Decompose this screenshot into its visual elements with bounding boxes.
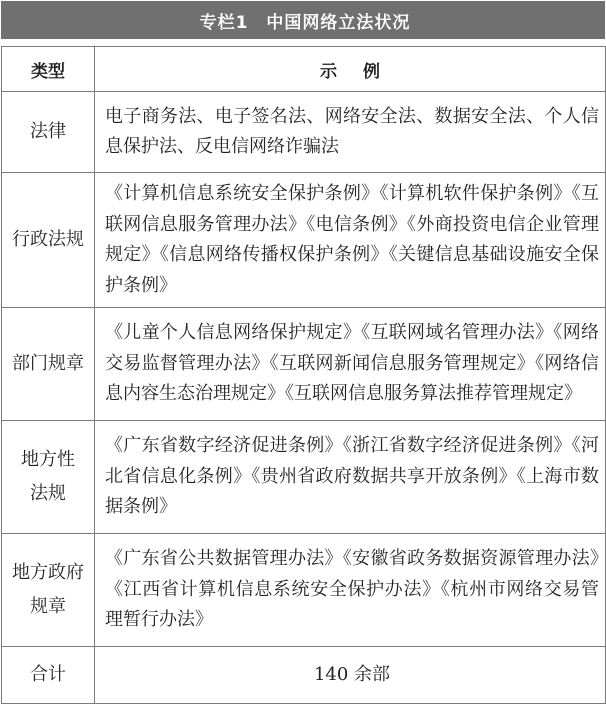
row-type: 地方政府规章 <box>2 534 95 647</box>
row-examples: 《广东省数字经济促进条例》《浙江省数字经济促进条例》《河北省信息化条例》《贵州省政府数据共享开放条例》《上海市数据条例》 <box>95 421 606 534</box>
row-type: 部门规章 <box>2 308 95 421</box>
header-example: 示例 <box>95 47 606 92</box>
table-row-total <box>2 647 606 704</box>
table-row-laws <box>2 92 606 173</box>
row-type: 法律 <box>2 92 95 173</box>
total-label: 合计 <box>2 647 95 704</box>
row-type: 地方性法规 <box>2 421 95 534</box>
table-row-departmental-rules <box>2 308 606 421</box>
legislation-table <box>1 46 606 704</box>
table-row-local-government-rules <box>2 534 606 647</box>
header-type: 类型 <box>2 47 95 92</box>
box-number: 专栏1 <box>199 12 249 33</box>
total-value: 140 余部 <box>95 647 606 704</box>
row-examples: 《计算机信息系统安全保护条例》《计算机软件保护条例》《互联网信息服务管理办法》《电信条例》《外商投资电信企业管理规定》《信息网络传播权保护条例》《关键信息基础设施安全保护条例》 <box>95 173 606 308</box>
box-title: 中国网络立法状况 <box>266 12 411 33</box>
row-examples: 《广东省公共数据管理办法》《安徽省政务数据资源管理办法》《江西省计算机信息系统安全保护办法》《杭州市网络交易管理暂行办法》 <box>95 534 606 647</box>
table-row-local-regulations <box>2 421 606 534</box>
row-type: 行政法规 <box>2 173 95 308</box>
table-row-administrative-regulations <box>2 173 606 308</box>
row-examples: 电子商务法、电子签名法、网络安全法、数据安全法、个人信息保护法、反电信网络诈骗法 <box>95 92 606 173</box>
box-title-bar <box>1 1 605 39</box>
row-examples: 《儿童个人信息网络保护规定》《互联网域名管理办法》《网络交易监督管理办法》《互联网新闻信息服务管理规定》《网络信息内容生态治理规定》《互联网信息服务算法推荐管理规定》 <box>95 308 606 421</box>
table-header-row <box>2 47 606 92</box>
